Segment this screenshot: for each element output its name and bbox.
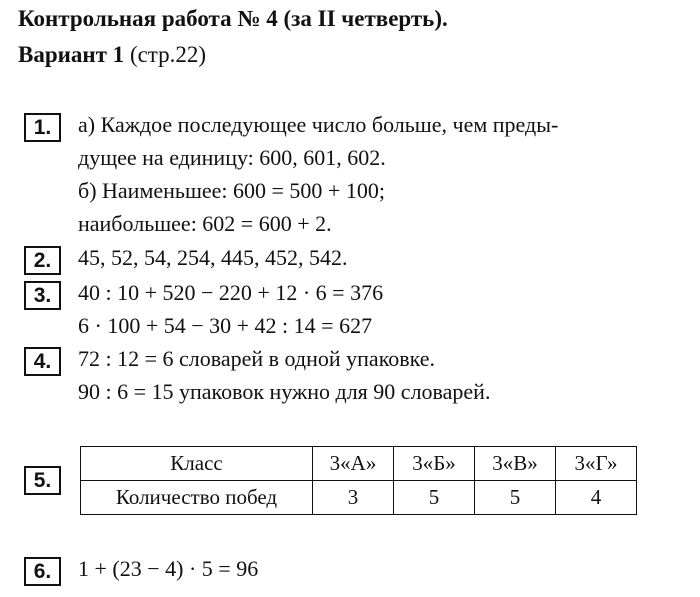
task-5-number: 5. <box>24 466 61 495</box>
variant-line <box>18 42 206 68</box>
table-row <box>81 481 637 515</box>
table-header-cell: 3«В» <box>475 447 556 481</box>
table-header-cell: 3«Б» <box>394 447 475 481</box>
table-header-cell: 3«А» <box>313 447 394 481</box>
task-6-line-1: 1 + (23 − 4) · 5 = 96 <box>78 556 259 581</box>
task-1-line-2: дущее на единицу: 600, 601, 602. <box>78 145 386 170</box>
task-1-line-3: б) Наименьшее: 600 = 500 + 100; <box>78 178 385 203</box>
task-2-line-1: 45, 52, 54, 254, 445, 452, 542. <box>78 245 348 270</box>
task-1-line-1: а) Каждое последующее число больше, чем преды- <box>78 112 559 137</box>
task-6-number: 6. <box>24 557 61 586</box>
table-header-cell: 3«Г» <box>556 447 637 481</box>
variant-label: Вариант 1 <box>18 42 125 67</box>
table-cell: 5 <box>475 481 556 515</box>
title-text: Контрольная работа № 4 (за II четверть). <box>18 6 448 31</box>
task-1-line-4: наибольшее: 602 = 600 + 2. <box>78 211 332 236</box>
task-3-line-2: 6 · 100 + 54 − 30 + 42 : 14 = 627 <box>78 313 373 338</box>
table-header-cell: Класс <box>81 447 313 481</box>
task-3-number: 3. <box>24 281 61 310</box>
task-2-number: 2. <box>24 246 61 275</box>
page-reference: (стр.22) <box>129 42 207 67</box>
table-cell: 3 <box>313 481 394 515</box>
table-cell: 5 <box>394 481 475 515</box>
page-title <box>18 6 448 32</box>
wins-table <box>80 446 637 515</box>
table-cell: 4 <box>556 481 637 515</box>
task-4-line-2: 90 : 6 = 15 упаковок нужно для 90 словарей. <box>78 379 491 404</box>
table-header-row <box>81 447 637 481</box>
table-cell: Количество побед <box>81 481 313 515</box>
task-3-line-1: 40 : 10 + 520 − 220 + 12 · 6 = 376 <box>78 280 384 305</box>
task-1-number: 1. <box>24 113 61 142</box>
task-4-number: 4. <box>24 347 61 376</box>
task-4-line-1: 72 : 12 = 6 словарей в одной упаковке. <box>78 346 436 371</box>
